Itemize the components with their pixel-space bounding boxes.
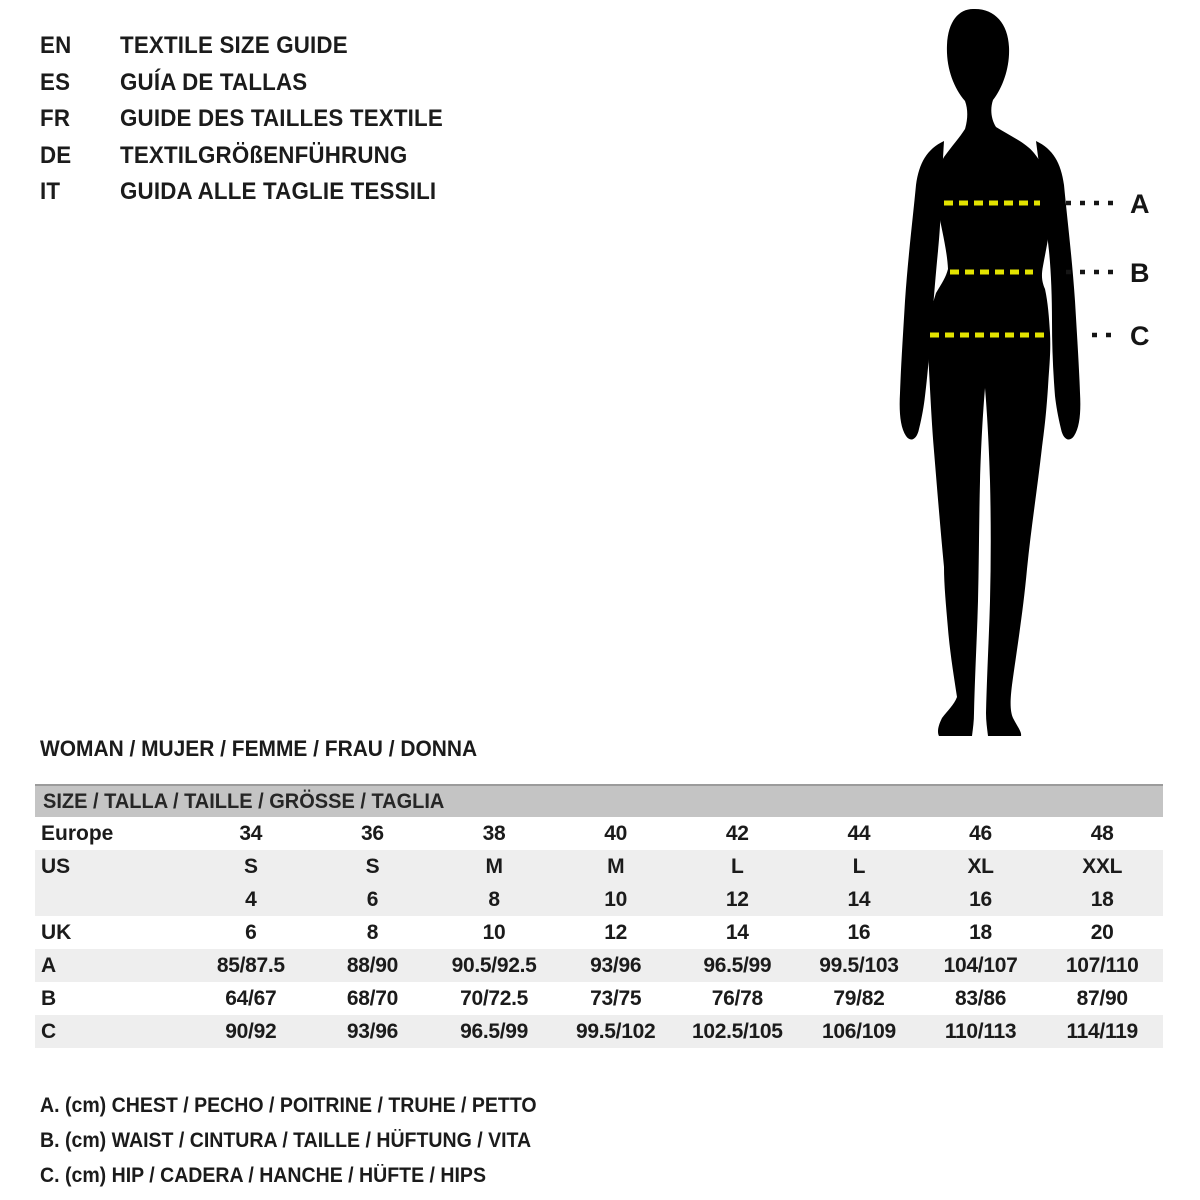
- size-cell: 6: [366, 887, 379, 911]
- woman-silhouette-figure: [880, 5, 1162, 738]
- size-cell: 76/78: [711, 986, 763, 1010]
- size-cell: 20: [1090, 920, 1114, 944]
- note-hip: [40, 1158, 574, 1193]
- size-cell: 85/87.5: [216, 953, 285, 977]
- language-label: GUÍA DE TALLAS: [120, 68, 308, 96]
- row-label: US: [41, 854, 71, 878]
- language-row-es: [40, 65, 467, 102]
- size-cell: 16: [969, 887, 992, 911]
- table-row-uk: [35, 916, 1163, 949]
- note-waist: [40, 1123, 574, 1158]
- size-cell: 99.5/103: [819, 953, 899, 977]
- size-cell: 16: [847, 920, 871, 944]
- language-label: GUIDE DES TAILLES TEXTILE: [120, 105, 443, 133]
- row-label: Europe: [41, 821, 114, 845]
- table-row-chest-a: [35, 949, 1163, 982]
- size-cell: 8: [488, 887, 500, 911]
- table-row-waist-b: [35, 982, 1163, 1015]
- row-label: C: [41, 1019, 57, 1043]
- table-header: [35, 784, 1163, 817]
- size-cell: 102.5/105: [691, 1019, 783, 1043]
- size-cell: 79/82: [833, 986, 885, 1010]
- row-label: A: [41, 953, 57, 977]
- size-cell: 96.5/99: [703, 953, 772, 977]
- note-hip-text: C. (cm) HIP / CADERA / HANCHE / HÜFTE / HIPS: [40, 1163, 486, 1187]
- size-cell: 87/90: [1076, 986, 1128, 1010]
- gender-heading: [40, 736, 510, 762]
- size-cell: 90/92: [225, 1019, 277, 1043]
- size-cell: 12: [725, 887, 749, 911]
- note-waist-text: B. (cm) WAIST / CINTURA / TAILLE / HÜFTUNG / VITA: [40, 1128, 532, 1152]
- size-cell: 64/67: [225, 986, 277, 1010]
- language-label: TEXTILE SIZE GUIDE: [120, 32, 348, 60]
- language-row-en: [40, 28, 467, 65]
- size-cell: 12: [604, 920, 628, 944]
- language-row-it: [40, 174, 467, 211]
- silhouette-body: [928, 9, 1052, 736]
- size-cell: 14: [847, 887, 871, 911]
- size-cell: 99.5/102: [576, 1019, 656, 1043]
- size-cell: S: [365, 854, 380, 878]
- table-row-hip-c: [35, 1015, 1163, 1048]
- size-cell: 106/109: [822, 1019, 896, 1043]
- size-cell: 93/96: [590, 953, 642, 977]
- language-code: EN: [40, 32, 72, 60]
- size-cell: 46: [969, 821, 992, 845]
- size-table: [35, 784, 1163, 1048]
- size-cell: 73/75: [590, 986, 642, 1010]
- size-cell: 88/90: [346, 953, 398, 977]
- size-cell: 48: [1090, 821, 1114, 845]
- language-row-fr: [40, 101, 467, 138]
- size-cell: 114/119: [1066, 1019, 1138, 1043]
- size-cell: 96.5/99: [460, 1019, 529, 1043]
- size-cell: 40: [604, 821, 628, 845]
- note-chest-text: A. (cm) CHEST / PECHO / POITRINE / TRUHE / PETTO: [40, 1093, 537, 1117]
- size-cell: M: [607, 854, 625, 878]
- language-label: GUIDA ALLE TAGLIE TESSILI: [120, 178, 437, 206]
- woman-silhouette: [880, 5, 1162, 738]
- marker-letter-b: B: [1130, 258, 1150, 288]
- row-label: UK: [41, 920, 72, 944]
- size-cell: L: [731, 854, 744, 878]
- size-cell: 10: [482, 920, 506, 944]
- size-cell: 70/72.5: [460, 986, 529, 1010]
- table-row-europe: [35, 817, 1163, 850]
- table-row-us-numbers: [35, 883, 1163, 916]
- table-header-text: SIZE / TALLA / TAILLE / GRÖSSE / TAGLIA: [43, 789, 445, 813]
- size-cell: 4: [245, 887, 257, 911]
- language-row-de: [40, 138, 467, 175]
- measurement-notes: [40, 1088, 574, 1193]
- row-label: B: [41, 986, 57, 1010]
- language-label: TEXTILGRÖßENFÜHRUNG: [120, 141, 408, 169]
- marker-letter-a: A: [1130, 189, 1150, 219]
- size-cell: 18: [969, 920, 992, 944]
- language-code: FR: [40, 105, 71, 133]
- language-code: ES: [40, 68, 71, 96]
- language-code: IT: [40, 178, 61, 206]
- table-row-us-letters: [35, 850, 1163, 883]
- size-cell: XXL: [1082, 854, 1123, 878]
- size-cell: 104/107: [943, 953, 1018, 977]
- size-cell: 14: [725, 920, 749, 944]
- size-cell: 107/110: [1065, 953, 1139, 977]
- size-cell: 6: [245, 920, 257, 944]
- size-cell: XL: [967, 854, 994, 878]
- size-cell: 68/70: [346, 986, 398, 1010]
- size-cell: 10: [604, 887, 628, 911]
- note-chest: [40, 1088, 574, 1123]
- size-cell: 44: [847, 821, 871, 845]
- size-cell: 38: [482, 821, 506, 845]
- size-cell: 110/113: [944, 1019, 1017, 1043]
- size-cell: 36: [361, 821, 384, 845]
- size-cell: L: [852, 854, 866, 878]
- size-cell: 18: [1090, 887, 1114, 911]
- gender-heading-text: WOMAN / MUJER / FEMME / FRAU / DONNA: [40, 736, 478, 761]
- language-list: [40, 28, 467, 211]
- size-cell: M: [485, 854, 503, 878]
- language-code: DE: [40, 141, 72, 169]
- size-cell: 8: [366, 920, 379, 944]
- size-cell: S: [243, 854, 258, 878]
- size-cell: 83/86: [955, 986, 1007, 1010]
- size-cell: 34: [239, 821, 263, 845]
- marker-letter-c: C: [1130, 321, 1150, 351]
- size-cell: 93/96: [346, 1019, 398, 1043]
- size-cell: 90.5/92.5: [451, 953, 537, 977]
- size-cell: 42: [725, 821, 749, 845]
